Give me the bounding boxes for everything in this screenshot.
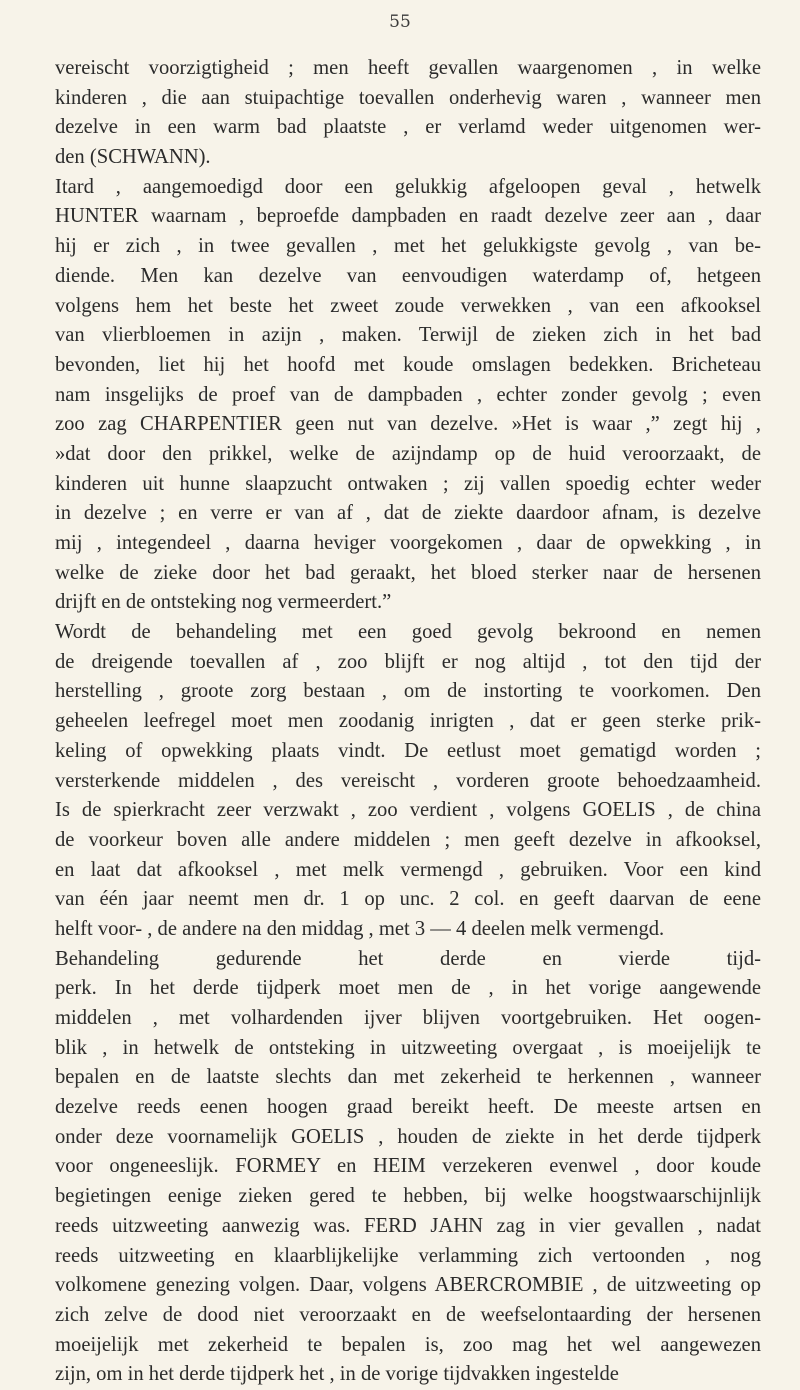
text-line: versterkende middelen , des vereischt , vorderen groote behoedzaamheid.	[55, 769, 761, 792]
text-line: nam insgelijks de proef van de dampbaden , echter zonder gevolg ; even	[55, 383, 761, 406]
text-line: kinderen uit hunne slaapzucht ontwaken ; zij vallen spoedig echter weder	[55, 472, 761, 495]
text-line: van vlierbloemen in azijn , maken. Terwijl de zieken zich in het bad	[55, 324, 761, 347]
text-line: Wordt de behandeling met een goed gevolg bekroond en nemen	[55, 621, 761, 644]
text-line: den (SCHWANN).	[55, 146, 211, 169]
text-line: mij , integendeel , daarna heviger voorgekomen , daar de opwekking , in	[55, 532, 761, 554]
text-line: keling of opwekking plaats vindt. De eetlust moet gematigd worden ;	[55, 739, 761, 762]
body-text	[55, 54, 761, 1390]
text-line: bevonden, liet hij het hoofd met koude omslagen bedekken. Bricheteau	[55, 353, 761, 376]
text-line: reeds uitzweeting aanwezig was. FERD JAHN zag in vier gevallen , nadat	[55, 1214, 761, 1237]
text-line: blik , in hetwelk de ontsteking in uitzweeting overgaat , is moeijelijk te	[55, 1036, 761, 1059]
text-line: diende. Men kan dezelve van eenvoudigen waterdamp of, hetgeen	[55, 264, 761, 287]
text-line: dezelve in een warm bad plaatste , er verlamd weder uitgenomen wer-	[55, 116, 761, 139]
text-line: Is de spierkracht zeer verzwakt , zoo verdient , volgens GOELIS , de china	[55, 799, 761, 822]
text-line: volkomene genezing volgen. Daar, volgens ABERCROMBIE , de uitzweeting op	[55, 1274, 761, 1297]
text-line: geheelen leefregel moet men zoodanig inrigten , dat er geen sterke prik-	[55, 710, 761, 733]
text-line: de voorkeur boven alle andere middelen ; men geeft dezelve in afkooksel,	[55, 828, 761, 851]
text-line: zoo zag CHARPENTIER geen nut van dezelve. »Het is waar ,” zegt hij ,	[55, 413, 761, 436]
text-line: zich zelve de dood niet veroorzaakt en de weefselontaarding der hersenen	[55, 1303, 761, 1326]
page-number: 55	[389, 12, 411, 32]
text-line: bepalen en de laatste slechts dan met zekerheid te herkennen , wanneer	[55, 1066, 761, 1089]
text-line: helft voor- , de andere na den middag , met 3 — 4 deelen melk vermengd.	[55, 917, 665, 940]
text-line: hij er zich , in twee gevallen , met het gelukkigste gevolg , van be-	[55, 235, 761, 258]
text-line: Behandeling gedurende het derde en vierde tijd-	[55, 947, 761, 970]
text-line: perk. In het derde tijdperk moet men de , in het vorige aangewende	[55, 977, 761, 1000]
text-line: HUNTER waarnam , beproefde dampbaden en raadt dezelve zeer aan , daar	[55, 205, 761, 228]
text-line: welke de zieke door het bad geraakt, het bloed sterker naar de hersenen	[55, 561, 761, 584]
text-line: begietingen eenige zieken gered te hebben, bij welke hoogstwaarschijnlijk	[55, 1185, 761, 1208]
text-line: onder deze voornamelijk GOELIS , houden de ziekte in het derde tijdperk	[55, 1125, 761, 1148]
text-line: in dezelve ; en verre er van af , dat de ziekte daardoor afnam, is dezelve	[55, 502, 761, 525]
text-line: van één jaar neemt men dr. 1 op unc. 2 col. en geeft daarvan de eene	[55, 888, 761, 911]
text-line: kinderen , die aan stuipachtige toevallen onderhevig waren , wanneer men	[55, 86, 761, 109]
text-line: reeds uitzweeting en klaarblijkelijke verlamming zich vertoonden , nog	[55, 1244, 761, 1267]
text-line: volgens hem het beste het zweet zoude verwekken , van een afkooksel	[55, 294, 761, 317]
text-line: de dreigende toevallen af , zoo blijft er nog altijd , tot den tijd der	[55, 650, 761, 673]
text-line: drijft en de ontsteking nog vermeerdert.”	[55, 591, 392, 614]
text-line: Itard , aangemoedigd door een gelukkig afgeloopen geval , hetwelk	[55, 175, 761, 198]
text-line: moeijelijk met zekerheid te bepalen is, zoo mag het wel aangewezen	[55, 1333, 761, 1356]
text-line: middelen , met volhardenden ijver blijven voortgebruiken. Het oogen-	[55, 1007, 761, 1029]
text-line: vereischt voorzigtigheid ; men heeft gevallen waargenomen , in welke	[55, 57, 761, 79]
text-line: zijn, om in het derde tijdperk het , in de vorige tijdvakken ingestelde	[55, 1363, 619, 1386]
text-line: »dat door den prikkel, welke de azijndamp op de huid veroorzaakt, de	[55, 442, 761, 465]
text-line: dezelve reeds eenen hoogen graad bereikt heeft. De meeste artsen en	[55, 1096, 761, 1119]
text-line: en laat dat afkooksel , met melk vermengd , gebruiken. Voor een kind	[55, 858, 761, 881]
text-line: voor ongeneeslijk. FORMEY en HEIM verzekeren evenwel , door koude	[55, 1155, 761, 1178]
text-line: herstelling , groote zorg bestaan , om de instorting te voorkomen. Den	[55, 680, 761, 703]
